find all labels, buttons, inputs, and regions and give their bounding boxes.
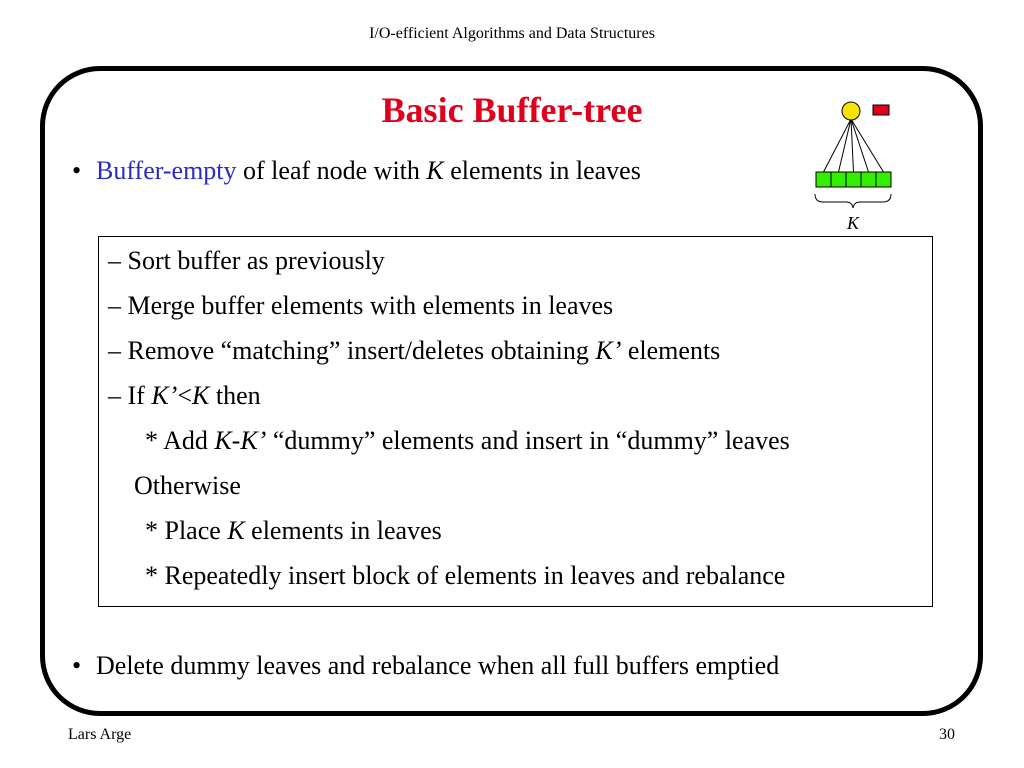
bullet-marker: • — [72, 651, 82, 680]
bullet-delete-dummy — [72, 651, 779, 681]
less-than-sign: < — [177, 381, 192, 410]
brace — [815, 194, 891, 208]
leaf-block — [816, 172, 831, 187]
bullet-text: of leaf node with — [236, 156, 427, 185]
substep-add-dummy — [145, 426, 790, 456]
bullet-text: Delete dummy leaves and rebalance when all full buffers emptied — [96, 651, 780, 680]
step-text: – If — [108, 381, 152, 410]
var-k-prime: K’ — [151, 381, 178, 410]
leaf-block — [861, 172, 876, 187]
step-text: then — [209, 381, 261, 410]
tree-edge — [839, 119, 852, 172]
buffer-empty-term: Buffer-empty — [96, 156, 237, 185]
leaf-block — [846, 172, 861, 187]
step-if — [108, 381, 261, 411]
bullet-marker: • — [72, 156, 82, 185]
step-text: elements — [621, 336, 721, 365]
brace-label: K — [846, 213, 860, 233]
buffer-block — [873, 105, 889, 115]
tree-edges — [824, 119, 884, 172]
var-k-minus-k-prime: K-K’ — [214, 426, 267, 455]
step-text: “dummy” elements and insert in “dummy” leaves — [266, 426, 790, 455]
var-k: K — [192, 381, 210, 410]
var-k-prime: K’ — [595, 336, 622, 365]
root-node — [842, 102, 860, 120]
step-sort: – Sort buffer as previously — [108, 246, 385, 275]
leaf-blocks — [816, 172, 891, 187]
leaf-block — [831, 172, 846, 187]
slide-header: I/O-efficient Algorithms and Data Structures — [369, 25, 655, 42]
bullet-buffer-empty — [72, 156, 641, 186]
bullet-text: elements in leaves — [443, 156, 641, 185]
tree-edge — [824, 119, 852, 172]
step-text: * Place — [145, 516, 228, 545]
step-otherwise: Otherwise — [134, 471, 241, 500]
step-text: elements in leaves — [244, 516, 442, 545]
var-k: K — [227, 516, 245, 545]
footer-author: Lars Arge — [68, 726, 132, 743]
step-text: – Remove “matching” insert/deletes obtaining — [108, 336, 596, 365]
slide-title: Basic Buffer-tree — [381, 90, 643, 130]
step-remove — [108, 336, 720, 366]
substep-insert-rebalance: * Repeatedly insert block of elements in leaves and rebalance — [145, 561, 786, 590]
step-merge: – Merge buffer elements with elements in leaves — [108, 291, 614, 320]
tree-edge — [851, 119, 884, 172]
substep-place — [145, 516, 442, 546]
buffer-tree-diagram — [806, 92, 906, 242]
step-text: * Add — [145, 426, 215, 455]
leaf-block — [876, 172, 891, 187]
page-number: 30 — [939, 726, 955, 743]
var-k: K — [426, 156, 444, 185]
